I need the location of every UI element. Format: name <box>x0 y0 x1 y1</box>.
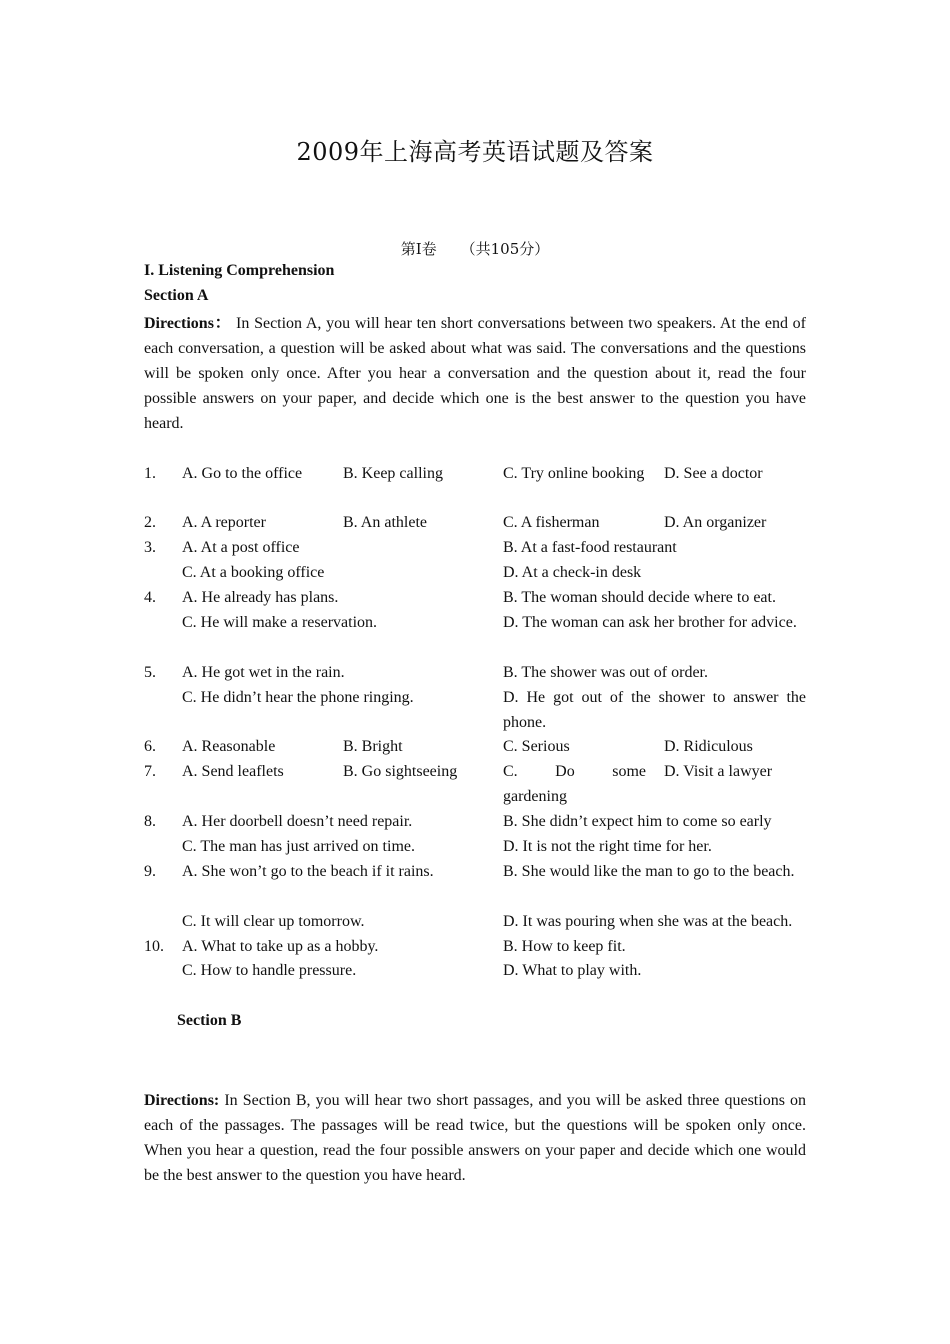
option-a: A. A reporter <box>182 514 266 531</box>
option-b: B. She didn’t expect him to come so early <box>503 813 772 830</box>
part-header <box>0 238 950 259</box>
option-d: D. He got out of the shower to answer the phone. <box>503 689 806 731</box>
option-b: B. She would like the man to go to the beach. <box>503 863 795 880</box>
option-a: A. At a post office <box>182 539 300 556</box>
option-c: C. The man has just arrived on time. <box>182 838 415 855</box>
option-d: D. Visit a lawyer <box>664 763 773 780</box>
option-d: D. It is not the right time for her. <box>503 838 712 855</box>
option-c: C. It will clear up tomorrow. <box>182 913 365 930</box>
points-label: （共105分） <box>460 240 550 258</box>
option-d: D. The woman can ask her brother for advice. <box>503 614 797 631</box>
option-a: A. She won’t go to the beach if it rains. <box>182 863 434 880</box>
option-d: D. Ridiculous <box>664 738 753 755</box>
question-number: 6. <box>144 738 156 755</box>
option-a: A. He already has plans. <box>182 589 339 606</box>
option-d: D. At a check-in desk <box>503 564 642 581</box>
question-number: 3. <box>144 539 156 556</box>
option-a: A. Send leaflets <box>182 763 284 780</box>
question-number: 2. <box>144 514 156 531</box>
option-b: B. At a fast-food restaurant <box>503 539 677 556</box>
option-c: C. Do some gardening <box>503 763 646 805</box>
option-b: B. The shower was out of order. <box>503 664 708 681</box>
section-b-heading: Section B <box>177 1012 242 1029</box>
option-c: C. He didn’t hear the phone ringing. <box>182 689 414 706</box>
option-b: B. How to keep fit. <box>503 938 626 955</box>
option-c: C. He will make a reservation. <box>182 614 378 631</box>
directions-text: In Section B, you will hear two short passages, and you will be asked three questions on each of the passages. The passages will be read twice, but the questions will be spoken only once. When you hear a question, read the four possible answers on your paper and decide which one would be the best answer to the question you have heard. <box>144 1092 806 1184</box>
section-a-directions <box>144 311 806 436</box>
option-a: A. What to take up as a hobby. <box>182 938 379 955</box>
question-number: 10. <box>144 938 164 955</box>
document-title: 2009年上海高考英语试题及答案 <box>296 138 654 166</box>
directions-label: Directions: <box>144 1092 220 1109</box>
option-c: C. Try online booking <box>503 465 645 482</box>
volume-label: 第Ⅰ卷 <box>400 240 437 258</box>
option-b: B. The woman should decide where to eat. <box>503 589 776 606</box>
option-c: C. How to handle pressure. <box>182 962 357 979</box>
question-number: 8. <box>144 813 156 830</box>
option-a: A. He got wet in the rain. <box>182 664 345 681</box>
option-d: D. An organizer <box>664 514 767 531</box>
option-b: B. An athlete <box>343 514 427 531</box>
option-b: B. Bright <box>343 738 403 755</box>
option-c: C. A fisherman <box>503 514 600 531</box>
option-a: A. Her doorbell doesn’t need repair. <box>182 813 413 830</box>
section-b-directions <box>144 1088 806 1188</box>
option-c: C. Serious <box>503 738 570 755</box>
option-d: D. What to play with. <box>503 962 642 979</box>
option-d: D. See a doctor <box>664 465 763 482</box>
question-number: 9. <box>144 863 156 880</box>
section-a-heading: Section A <box>144 287 209 304</box>
section-heading: I. Listening Comprehension <box>144 262 335 279</box>
option-b: B. Keep calling <box>343 465 443 482</box>
question-number: 7. <box>144 763 156 780</box>
option-c: C. At a booking office <box>182 564 325 581</box>
directions-label: Directions： <box>144 315 232 332</box>
question-number: 1. <box>144 465 156 482</box>
option-d: D. It was pouring when she was at the beach. <box>503 913 793 930</box>
directions-text: In Section A, you will hear ten short conversations between two speakers. At the end of each conversation, a question will be asked about what was said. The conversations and the questions will be spoken only once. After you hear a conversation and the question about it, read the four possible answers on your paper, and decide which one is the best answer to the question you have heard. <box>144 315 806 432</box>
option-b: B. Go sightseeing <box>343 763 458 780</box>
option-a: A. Go to the office <box>182 465 303 482</box>
option-a: A. Reasonable <box>182 738 276 755</box>
question-number: 5. <box>144 664 156 681</box>
question-number: 4. <box>144 589 156 606</box>
